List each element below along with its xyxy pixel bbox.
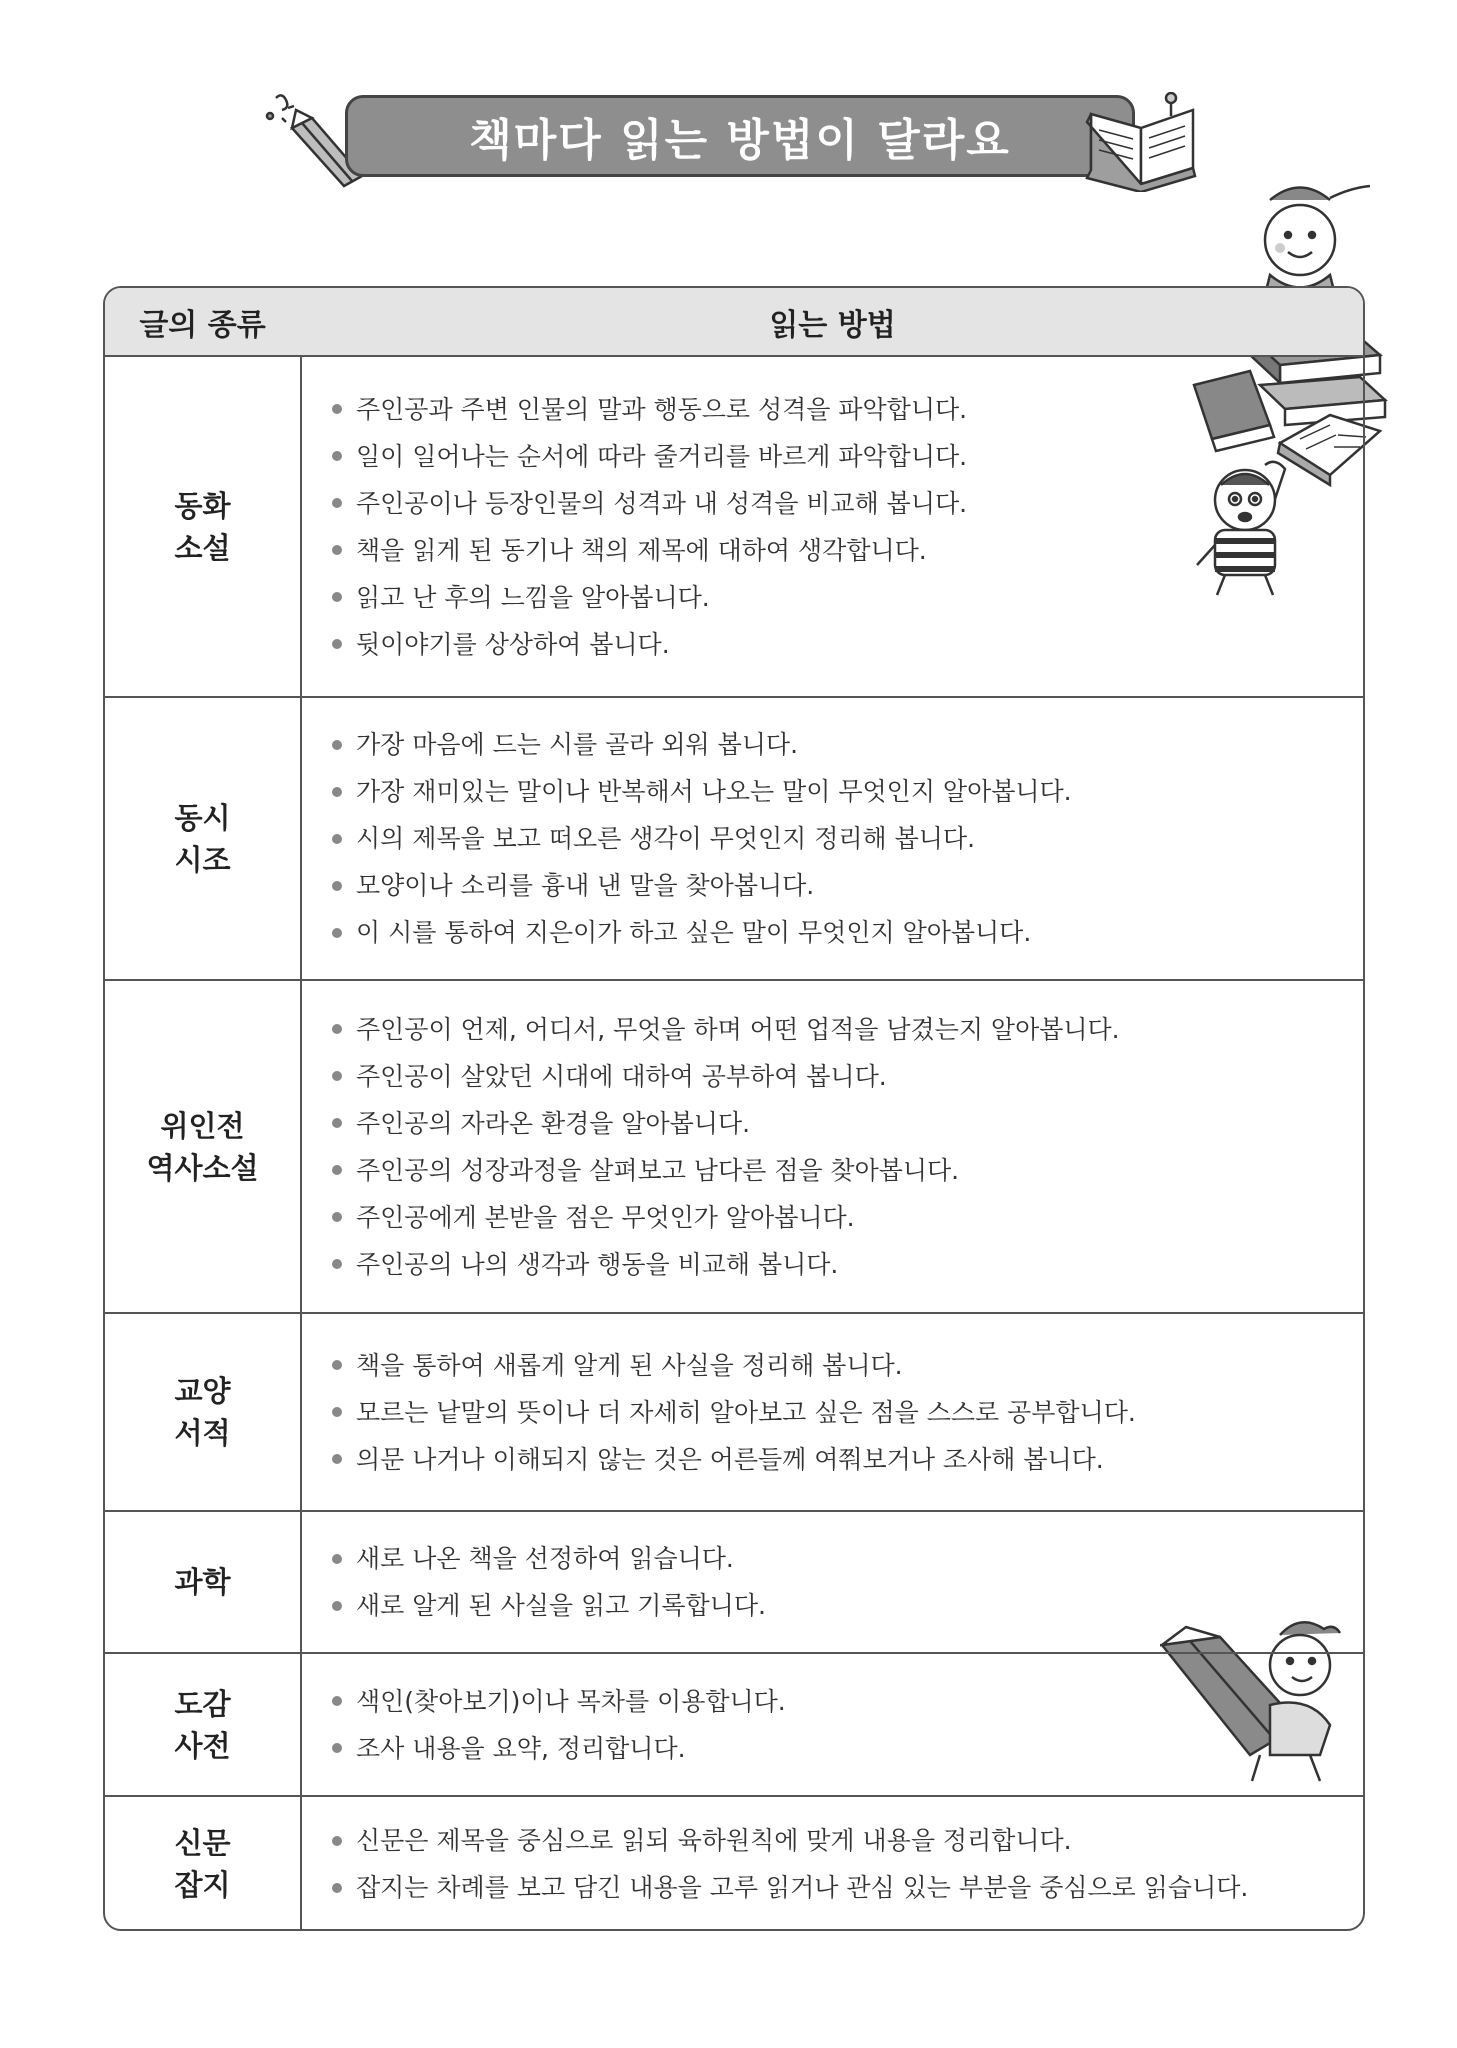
bullet-icon <box>332 1212 342 1222</box>
reading-methods-table <box>103 286 1365 1931</box>
method-list <box>332 357 1363 696</box>
bullet-icon <box>332 1024 342 1034</box>
genre-label: 신문 <box>174 1826 231 1860</box>
list-item <box>332 1864 1363 1911</box>
list-item <box>332 1389 1363 1436</box>
method-list <box>332 1797 1363 1931</box>
table-row <box>105 357 1363 698</box>
list-item <box>332 768 1363 815</box>
method-list <box>332 1512 1363 1652</box>
list-item <box>332 1817 1363 1864</box>
method-text: 책을 읽게 된 동기나 책의 제목에 대하여 생각합니다. <box>356 535 927 565</box>
bullet-icon <box>332 834 342 844</box>
method-text: 의문 나거나 이해되지 않는 것은 어른들께 여쭤보거나 조사해 봅니다. <box>356 1444 1104 1474</box>
method-text: 뒷이야기를 상상하여 봅니다. <box>356 629 670 659</box>
method-text: 주인공이나 등장인물의 성격과 내 성격을 비교해 봅니다. <box>356 488 968 518</box>
list-item <box>332 862 1363 909</box>
genre-cell <box>105 357 300 696</box>
list-item <box>332 386 1363 433</box>
page-title: 책마다 읽는 방법이 달라요 <box>469 115 1011 166</box>
genre-label: 소설 <box>174 530 231 565</box>
list-item <box>332 1147 1363 1194</box>
bullet-icon <box>332 928 342 938</box>
list-item <box>332 433 1363 480</box>
method-text: 잡지는 차례를 보고 담긴 내용을 고루 읽거나 관심 있는 부분을 중심으로 읽습니다. <box>356 1873 1249 1902</box>
bullet-icon <box>332 1360 342 1370</box>
bullet-icon <box>332 1165 342 1175</box>
method-list <box>332 981 1363 1312</box>
table-row <box>105 1797 1363 1931</box>
genre-cell <box>105 1314 300 1510</box>
bullet-icon <box>332 1696 342 1706</box>
genre-label: 도감 <box>174 1686 231 1721</box>
open-book-illustration <box>1085 92 1200 192</box>
method-text: 가장 마음에 드는 시를 골라 외워 봅니다. <box>356 730 799 759</box>
list-item <box>332 1725 1363 1772</box>
bullet-icon <box>332 881 342 891</box>
genre-label: 역사소설 <box>146 1150 259 1185</box>
method-text: 주인공의 자라온 환경을 알아봅니다. <box>356 1108 751 1138</box>
genre-cell <box>105 1654 300 1795</box>
list-item <box>332 815 1363 862</box>
method-list <box>332 1654 1363 1795</box>
list-item <box>332 574 1363 621</box>
method-list <box>332 1314 1363 1510</box>
method-text: 새로 알게 된 사실을 읽고 기록합니다. <box>356 1591 766 1620</box>
list-item <box>332 1582 1363 1629</box>
bullet-icon <box>332 592 342 602</box>
bullet-icon <box>332 404 342 414</box>
method-text: 주인공의 나의 생각과 행동을 비교해 봅니다. <box>356 1249 839 1279</box>
bullet-icon <box>332 740 342 750</box>
method-text: 주인공이 언제, 어디서, 무엇을 하며 어떤 업적을 남겼는지 알아봅니다. <box>356 1014 1120 1044</box>
list-item <box>332 527 1363 574</box>
method-text: 주인공의 성장과정을 살펴보고 남다른 점을 찾아봅니다. <box>356 1155 960 1185</box>
list-item <box>332 1100 1363 1147</box>
genre-cell <box>105 1797 300 1931</box>
method-text: 가장 재미있는 말이나 반복해서 나오는 말이 무엇인지 알아봅니다. <box>356 777 1072 806</box>
list-item <box>332 1342 1363 1389</box>
list-item <box>332 909 1363 956</box>
genre-cell <box>105 1512 300 1652</box>
genre-label: 동시 <box>174 800 231 835</box>
bullet-icon <box>332 1259 342 1269</box>
table-header <box>105 288 1363 357</box>
bullet-icon <box>332 1836 342 1846</box>
bullet-icon <box>332 787 342 797</box>
bullet-icon <box>332 1601 342 1611</box>
genre-label: 동화 <box>174 488 231 523</box>
method-text: 모양이나 소리를 흉내 낸 말을 찾아봅니다. <box>356 871 815 900</box>
list-item <box>332 1194 1363 1241</box>
bullet-icon <box>332 1554 342 1564</box>
list-item <box>332 621 1363 668</box>
bullet-icon <box>332 545 342 555</box>
method-text: 주인공이 살았던 시대에 대하여 공부하여 봅니다. <box>356 1061 887 1091</box>
method-text: 모르는 낱말의 뜻이나 더 자세히 알아보고 싶은 점을 스스로 공부합니다. <box>356 1397 1136 1427</box>
table-row <box>105 698 1363 981</box>
method-text: 책을 통하여 새롭게 알게 된 사실을 정리해 봅니다. <box>356 1350 903 1380</box>
bullet-icon <box>332 1454 342 1464</box>
method-text: 이 시를 통하여 지은이가 하고 싶은 말이 무엇인지 알아봅니다. <box>356 918 1032 947</box>
genre-cell <box>105 981 300 1312</box>
method-text: 새로 나온 책을 선정하여 읽습니다. <box>356 1544 734 1573</box>
bullet-icon <box>332 639 342 649</box>
genre-label: 시조 <box>174 842 231 877</box>
method-text: 색인(찾아보기)이나 목차를 이용합니다. <box>356 1686 786 1716</box>
method-text: 조사 내용을 요약, 정리합니다. <box>356 1733 686 1763</box>
bullet-icon <box>332 1743 342 1753</box>
bullet-icon <box>332 1071 342 1081</box>
table-row <box>105 1654 1363 1797</box>
list-item <box>332 721 1363 768</box>
method-text: 읽고 난 후의 느낌을 알아봅니다. <box>356 582 710 612</box>
method-text: 시의 제목을 보고 떠오른 생각이 무엇인지 정리해 봅니다. <box>356 824 976 853</box>
genre-label: 교양 <box>174 1374 231 1408</box>
list-item <box>332 1006 1363 1053</box>
genre-label: 잡지 <box>174 1868 231 1902</box>
table-row <box>105 1512 1363 1654</box>
table-row <box>105 981 1363 1314</box>
method-text: 주인공과 주변 인물의 말과 행동으로 성격을 파악합니다. <box>356 394 968 424</box>
list-item <box>332 1535 1363 1582</box>
bullet-icon <box>332 1407 342 1417</box>
bullet-icon <box>332 1118 342 1128</box>
method-text: 신문은 제목을 중심으로 읽되 육하원칙에 맞게 내용을 정리합니다. <box>356 1826 1072 1855</box>
bullet-icon <box>332 451 342 461</box>
method-list <box>332 698 1363 979</box>
genre-label: 과학 <box>174 1565 231 1599</box>
header-genre: 글의 종류 <box>139 307 266 343</box>
genre-label: 위인전 <box>160 1108 245 1143</box>
bullet-icon <box>332 498 342 508</box>
genre-label: 서적 <box>174 1416 231 1450</box>
genre-label: 사전 <box>174 1728 231 1763</box>
bullet-icon <box>332 1883 342 1893</box>
list-item <box>332 1053 1363 1100</box>
table-row <box>105 1314 1363 1512</box>
list-item <box>332 480 1363 527</box>
genre-cell <box>105 698 300 979</box>
method-text: 일이 일어나는 순서에 따라 줄거리를 바르게 파악합니다. <box>356 441 968 471</box>
list-item <box>332 1436 1363 1483</box>
list-item <box>332 1678 1363 1725</box>
title-banner <box>345 95 1135 177</box>
list-item <box>332 1241 1363 1288</box>
header-method: 읽는 방법 <box>769 307 896 343</box>
method-text: 주인공에게 본받을 점은 무엇인가 알아봅니다. <box>356 1202 855 1232</box>
